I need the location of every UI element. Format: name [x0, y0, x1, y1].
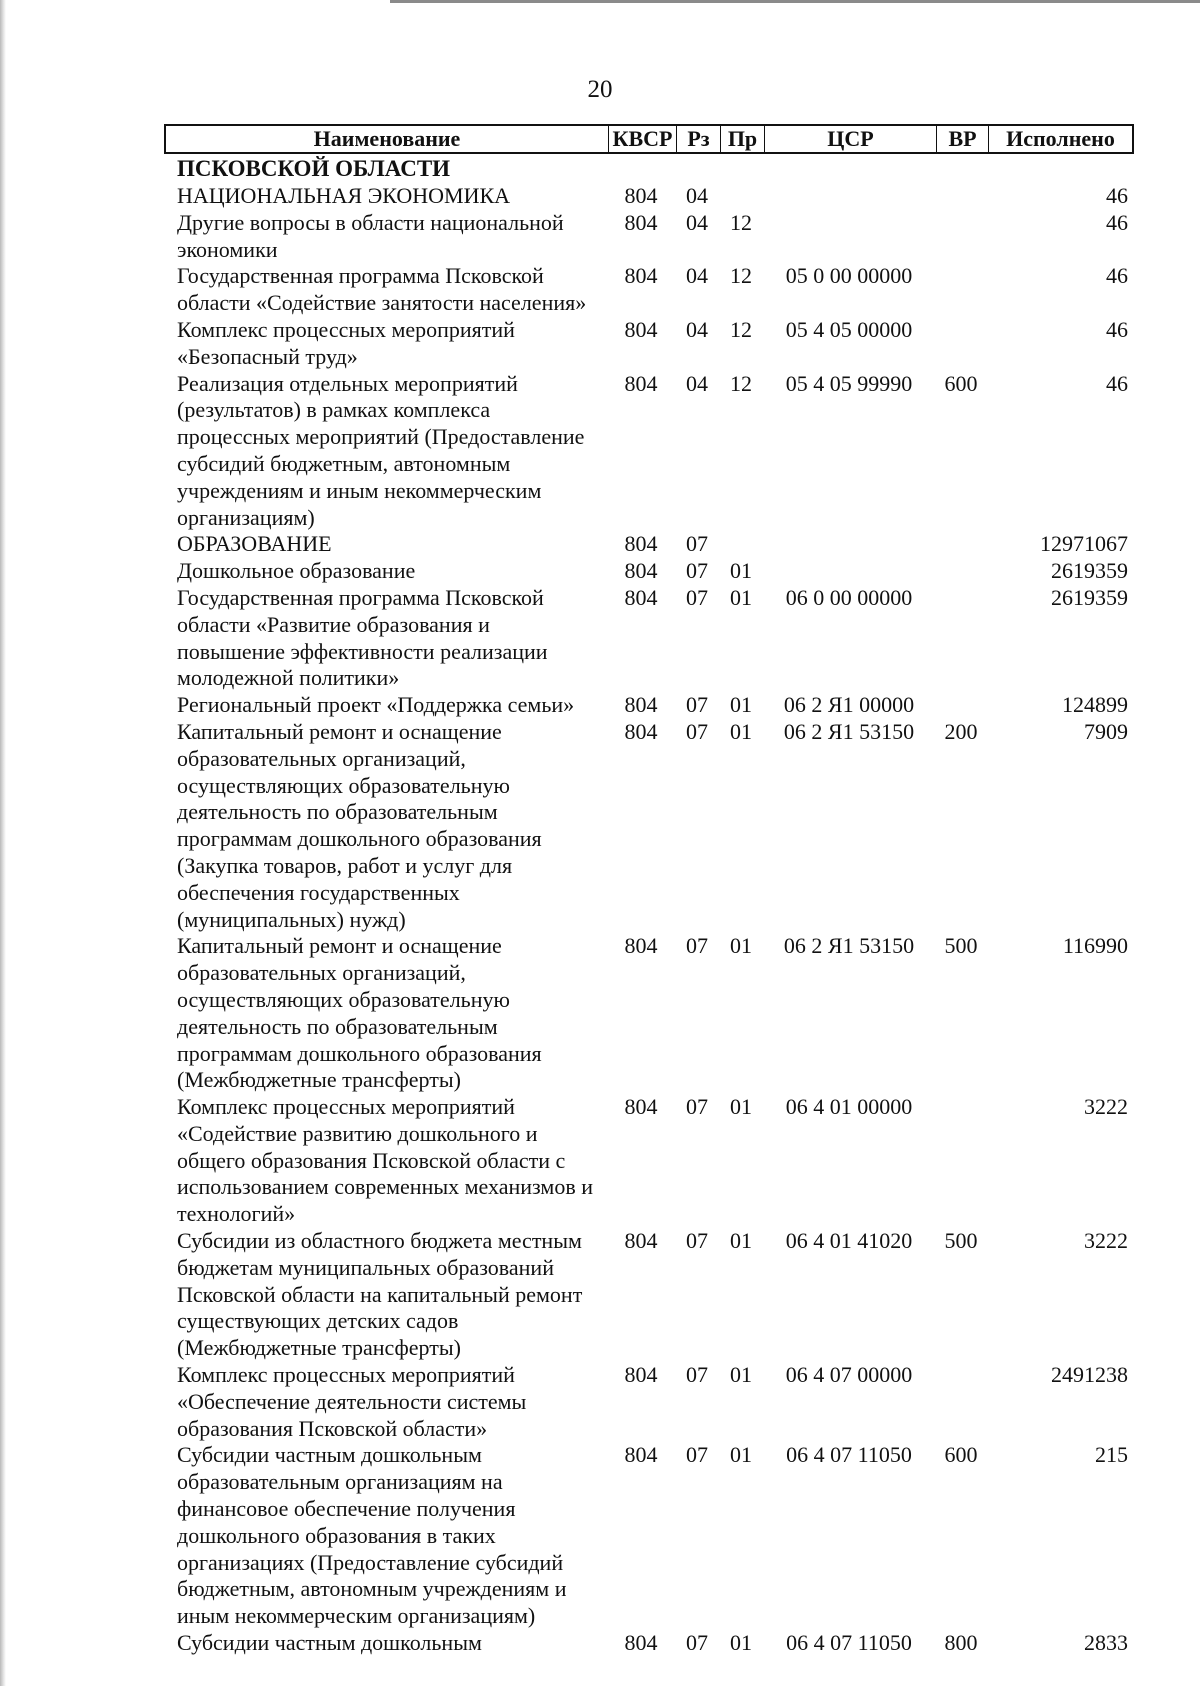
- header-vr: ВР: [937, 126, 989, 152]
- cell-vr: 500: [944, 933, 978, 959]
- cell-name: Субсидии частным дошкольным: [177, 1630, 482, 1656]
- header-executed: Исполнено: [1006, 126, 1115, 151]
- cell-executed: 215: [1095, 1442, 1128, 1468]
- cell-vr: [935, 1362, 987, 1442]
- cell-csr: [763, 183, 935, 210]
- cell-vr: [935, 1094, 987, 1228]
- cell-rz: 07: [686, 558, 708, 584]
- cell-pr: 01: [730, 1630, 752, 1656]
- header-pr: Пр: [721, 126, 765, 152]
- cell-executed: 46: [1106, 209, 1128, 235]
- cell-vr: 500: [944, 1228, 978, 1254]
- cell-vr: [935, 210, 987, 264]
- cell-name: Субсидии частным дошкольным образовательным организациям на финансовое обеспечение получения дошкольного образования в таких организациях (Предоставление субсидий бюджетным, автономным учреждениям и иным некоммерческим организациям): [177, 1442, 567, 1629]
- header-name: Наименование: [166, 126, 609, 152]
- table-row: [177, 263, 1134, 317]
- cell-rz: 04: [686, 370, 708, 396]
- cell-kvsr: 804: [624, 718, 658, 744]
- table-row: [177, 1442, 1134, 1630]
- cell-name: Государственная программа Псковской области «Развитие образования и повышение эффективности реализации молодежной политики»: [177, 584, 548, 691]
- scan-edge-left: [0, 0, 6, 1686]
- cell-executed: 2833: [1084, 1630, 1128, 1656]
- header-rz: Рз: [677, 126, 721, 152]
- cell-rz: 07: [686, 1442, 708, 1468]
- cell-csr: 06 4 07 00000: [785, 1362, 913, 1388]
- cell-rz: 07: [686, 1094, 708, 1120]
- page-number: 20: [587, 76, 613, 103]
- cell-csr: 05 0 00 00000: [785, 263, 913, 289]
- cell-kvsr: 804: [624, 933, 658, 959]
- cell-pr: 01: [730, 718, 752, 744]
- cell-pr: 01: [730, 692, 752, 718]
- cell-pr: 01: [730, 1442, 752, 1468]
- cell-executed: 46: [1106, 316, 1128, 342]
- cell-kvsr: 804: [624, 209, 658, 235]
- cell-csr: 06 4 01 41020: [785, 1228, 913, 1254]
- cell-name: Реализация отдельных мероприятий (результатов) в рамках комплекса процессных мероприятий (Предоставление субсидий бюджетным, автономным учреждениям и иным некоммерческим организациям): [177, 370, 585, 530]
- cell-executed: 46: [1106, 183, 1128, 208]
- cell-name: Субсидии из областного бюджета местным бюджетам муниципальных образований Псковской области на капитальный ремонт существующих детских садов (Межбюджетные трансферты): [177, 1228, 583, 1361]
- cell-kvsr: 804: [624, 531, 658, 557]
- cell-csr: 06 4 07 11050: [786, 1630, 912, 1656]
- table-row: [177, 1362, 1134, 1442]
- cell-rz: 07: [686, 531, 708, 557]
- cell-rz: 04: [686, 183, 708, 208]
- cell-vr: [935, 692, 987, 719]
- header-kvsr: КВСР: [609, 126, 677, 152]
- table-row: [177, 1630, 1134, 1657]
- table-row: [177, 585, 1134, 692]
- table-row: [177, 1228, 1134, 1362]
- table-row: [177, 692, 1134, 719]
- table-header: [164, 124, 1134, 154]
- scan-edge-top: [390, 0, 1200, 3]
- cell-kvsr: 804: [624, 263, 658, 289]
- cell-kvsr: 804: [624, 692, 658, 718]
- cell-pr: [719, 531, 763, 558]
- cell-rz: 07: [686, 1630, 708, 1656]
- cell-rz: 04: [686, 209, 708, 235]
- cell-name: НАЦИОНАЛЬНАЯ ЭКОНОМИКА: [177, 183, 511, 208]
- table-row: [177, 210, 1134, 264]
- cell-rz: 07: [686, 692, 708, 718]
- cell-vr: [935, 531, 987, 558]
- cell-vr: [935, 558, 987, 585]
- header-csr: ЦСР: [765, 126, 937, 152]
- cell-executed: 46: [1106, 370, 1128, 396]
- cell-csr: 06 4 07 11050: [786, 1442, 912, 1468]
- table-row: [177, 317, 1134, 371]
- table-row: [177, 558, 1134, 585]
- cell-kvsr: 804: [624, 1442, 658, 1468]
- cell-name: Капитальный ремонт и оснащение образовательных организаций, осуществляющих образовательную деятельность по образовательным программам дошкольного образования (Межбюджетные трансферты): [177, 933, 542, 1093]
- cell-name: Комплекс процессных мероприятий «Обеспечение деятельности системы образования Псковской области»: [177, 1362, 527, 1441]
- cell-csr: 06 2 Я1 00000: [783, 692, 915, 718]
- table-body: [177, 183, 1134, 1657]
- cell-kvsr: 804: [624, 558, 658, 584]
- cell-executed: 2619359: [1051, 558, 1128, 584]
- cell-name: Капитальный ремонт и оснащение образовательных организаций, осуществляющих образовательную деятельность по образовательным программам дошкольного образования (Закупка товаров, работ и услуг для обеспечения государственных (муниципальных) нужд): [177, 718, 542, 932]
- cell-vr: 200: [944, 718, 978, 744]
- cell-kvsr: 804: [624, 316, 658, 342]
- cell-name: ОБРАЗОВАНИЕ: [177, 531, 332, 557]
- cell-vr: [935, 183, 987, 210]
- cell-vr: 600: [944, 370, 978, 396]
- cell-executed: 3222: [1084, 1228, 1128, 1254]
- cell-kvsr: 804: [624, 1362, 658, 1388]
- cell-executed: 116990: [1062, 933, 1128, 959]
- cell-pr: 12: [730, 209, 752, 235]
- cell-csr: 06 0 00 00000: [785, 584, 913, 610]
- cell-kvsr: 804: [624, 584, 658, 610]
- cell-pr: 01: [730, 933, 752, 959]
- cell-pr: [719, 183, 763, 210]
- cell-pr: 12: [730, 263, 752, 289]
- cell-name: Другие вопросы в области национальной экономики: [177, 209, 564, 262]
- cell-kvsr: 804: [624, 1094, 658, 1120]
- table-row: [177, 371, 1134, 532]
- cell-csr: 06 2 Я1 53150: [783, 933, 915, 959]
- cell-executed: 7909: [1084, 718, 1128, 744]
- cell-pr: 01: [730, 584, 752, 610]
- cell-pr: 01: [730, 1094, 752, 1120]
- cell-vr: 600: [944, 1442, 978, 1468]
- cell-csr: 06 4 01 00000: [785, 1094, 913, 1120]
- table-row: [177, 183, 1134, 210]
- cell-csr: 06 2 Я1 53150: [783, 718, 915, 744]
- cell-kvsr: 804: [624, 370, 658, 396]
- cell-executed: 3222: [1084, 1094, 1128, 1120]
- cell-rz: 04: [686, 316, 708, 342]
- cell-csr: [763, 531, 935, 558]
- cell-pr: 01: [730, 558, 752, 584]
- cell-name: Комплекс процессных мероприятий «Безопасный труд»: [177, 316, 515, 369]
- cell-vr: [935, 585, 987, 692]
- cell-rz: 07: [686, 718, 708, 744]
- cell-executed: 2619359: [1051, 584, 1128, 610]
- cell-vr: 800: [944, 1630, 978, 1656]
- cell-vr: [935, 263, 987, 317]
- cell-rz: 04: [686, 263, 708, 289]
- cell-rz: 07: [686, 584, 708, 610]
- cell-pr: 12: [730, 370, 752, 396]
- table-row: [177, 1094, 1134, 1228]
- cell-rz: 07: [686, 933, 708, 959]
- cell-pr: 12: [730, 316, 752, 342]
- cell-name: Комплекс процессных мероприятий «Содействие развитию дошкольного и общего образования Псковской области с использованием современных механизмов и технологий»: [177, 1094, 594, 1227]
- cell-executed: 124899: [1062, 692, 1128, 718]
- cell-name: Региональный проект «Поддержка семьи»: [177, 692, 575, 718]
- section-title: ПСКОВСКОЙ ОБЛАСТИ: [177, 156, 451, 181]
- cell-executed: 2491238: [1051, 1362, 1128, 1388]
- cell-rz: 07: [686, 1228, 708, 1254]
- cell-kvsr: 804: [624, 1228, 658, 1254]
- cell-pr: 01: [730, 1228, 752, 1254]
- cell-csr: [763, 210, 935, 264]
- table-row: [177, 531, 1134, 558]
- cell-rz: 07: [686, 1362, 708, 1388]
- cell-executed: 46: [1106, 263, 1128, 289]
- table-row: [177, 933, 1134, 1094]
- table-row: [177, 719, 1134, 933]
- cell-csr: 05 4 05 00000: [785, 316, 913, 342]
- cell-vr: [935, 317, 987, 371]
- cell-name: Дошкольное образование: [177, 558, 416, 584]
- cell-name: Государственная программа Псковской области «Содействие занятости населения»: [177, 263, 587, 316]
- cell-csr: [763, 558, 935, 585]
- cell-kvsr: 804: [624, 1630, 658, 1656]
- cell-executed: 12971067: [1040, 531, 1128, 557]
- cell-kvsr: 804: [624, 183, 658, 208]
- cell-csr: 05 4 05 99990: [785, 370, 913, 396]
- cell-pr: 01: [730, 1362, 752, 1388]
